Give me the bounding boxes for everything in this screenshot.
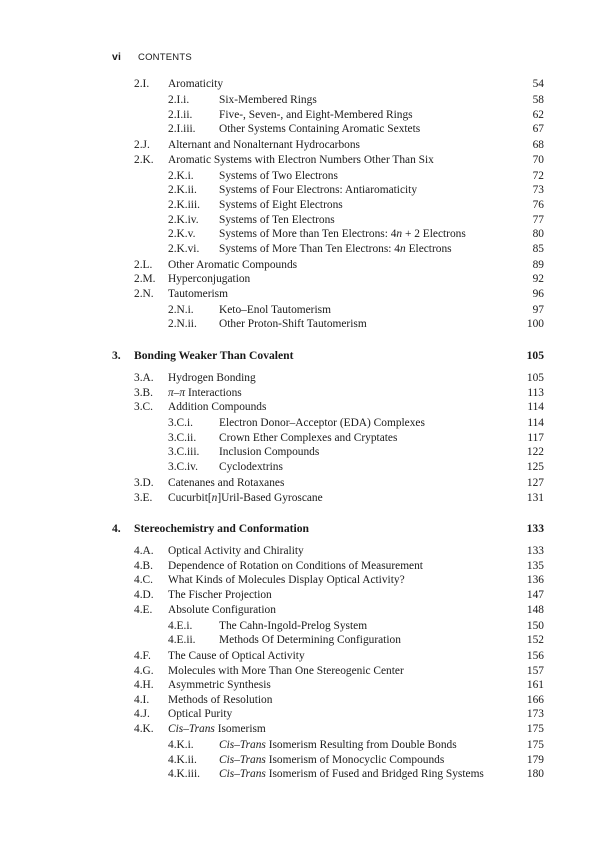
entry-page: 175: [526, 739, 544, 752]
entry-number: 4.J.: [134, 708, 150, 721]
entry-title: Stereochemistry and Conformation: [134, 522, 309, 536]
running-title: CONTENTS: [138, 52, 192, 63]
entry-title: Crown Ether Complexes and Cryptates: [219, 431, 398, 444]
section-entry: [0, 138, 606, 153]
entry-number: 3.A.: [134, 372, 154, 385]
entry-page: 122: [526, 446, 544, 459]
entry-page: 135: [526, 559, 544, 572]
section-entry: [0, 559, 606, 574]
entry-page: 117: [527, 431, 544, 444]
entry-number: 2.I.ii.: [168, 108, 193, 121]
entry-title: Cucurbit[n]Uril-Based Gyroscane: [168, 491, 323, 504]
entry-title: Cis–Trans Isomerism Resulting from Double Bonds: [219, 739, 457, 752]
section-entry: [0, 476, 606, 491]
entry-page: 150: [526, 619, 544, 632]
entry-page: 175: [526, 723, 544, 736]
entry-title: Methods Of Determining Configuration: [219, 634, 401, 647]
entry-title: Systems of More Than Ten Electrons: 4n Electrons: [219, 242, 452, 255]
entry-title: Inclusion Compounds: [219, 446, 320, 459]
entry-number: 2.I.iii.: [168, 123, 196, 136]
subsection-entry: [0, 108, 606, 123]
entry-number: 4.K.ii.: [168, 753, 197, 766]
entry-page: 67: [532, 123, 544, 136]
entry-number: 2.L.: [134, 258, 153, 271]
entry-title: π–π Interactions: [168, 386, 242, 399]
entry-title: Alternant and Nonalternant Hydrocarbons: [168, 139, 360, 152]
chapter-entry: [0, 348, 606, 364]
entry-number: 4.A.: [134, 545, 154, 558]
subsection-entry: [0, 242, 606, 257]
entry-number: 3.C.ii.: [168, 431, 197, 444]
entry-title: Systems of Two Electrons: [219, 169, 338, 182]
subsection-entry: [0, 431, 606, 446]
section-entry: [0, 153, 606, 168]
entry-title: Cis–Trans Isomerism: [168, 723, 266, 736]
section-entry: [0, 400, 606, 415]
entry-number: 3.D.: [134, 476, 154, 489]
entry-number: 3.: [112, 349, 121, 363]
section-entry: [0, 649, 606, 664]
entry-title: Hydrogen Bonding: [168, 372, 256, 385]
subsection-entry: [0, 753, 606, 768]
entry-number: 2.K.ii.: [168, 184, 197, 197]
entry-page: 97: [532, 303, 544, 316]
entry-title: Electron Donor–Acceptor (EDA) Complexes: [219, 417, 425, 430]
entry-title: What Kinds of Molecules Display Optical Activity?: [168, 574, 405, 587]
entry-title: Addition Compounds: [168, 401, 267, 414]
table-of-contents: [0, 77, 606, 782]
entry-page: 105: [526, 372, 544, 385]
entry-page: 157: [526, 664, 544, 677]
entry-number: 4.C.: [134, 574, 153, 587]
entry-page: 76: [532, 198, 544, 211]
entry-title: Cis–Trans Isomerism of Monocyclic Compounds: [219, 753, 445, 766]
subsection-entry: [0, 169, 606, 184]
entry-number: 2.M.: [134, 273, 156, 286]
subsection-entry: [0, 445, 606, 460]
entry-number: 4.E.ii.: [168, 634, 196, 647]
entry-page: 152: [526, 634, 544, 647]
entry-title: Other Systems Containing Aromatic Sextets: [219, 123, 421, 136]
entry-number: 2.K.: [134, 153, 154, 166]
page-number: vi: [112, 51, 122, 63]
entry-number: 4.G.: [134, 664, 154, 677]
entry-title: Systems of Eight Electrons: [219, 198, 343, 211]
section-entry: [0, 664, 606, 679]
entry-page: 77: [532, 213, 544, 226]
entry-page: 80: [532, 228, 544, 241]
entry-number: 4.F.: [134, 650, 151, 663]
entry-number: 4.D.: [134, 588, 154, 601]
entry-title: Aromaticity: [168, 78, 224, 90]
entry-title: Dependence of Rotation on Conditions of Measurement: [168, 559, 423, 572]
section-entry: [0, 722, 606, 737]
entry-title: Methods of Resolution: [168, 693, 273, 706]
entry-page: 73: [532, 184, 544, 197]
entry-number: 2.N.ii.: [168, 318, 197, 331]
subsection-entry: [0, 213, 606, 228]
entry-page: 173: [526, 708, 544, 721]
entry-title: The Fischer Projection: [168, 588, 272, 601]
entry-number: 4.B.: [134, 559, 153, 572]
entry-number: 4.K.: [134, 723, 154, 736]
entry-page: 133: [526, 522, 544, 536]
subsection-entry: [0, 93, 606, 108]
entry-number: 3.C.iv.: [168, 461, 198, 473]
entry-page: 105: [526, 349, 544, 363]
entry-title: Other Proton-Shift Tautomerism: [219, 318, 367, 331]
entry-page: 100: [526, 318, 544, 331]
entry-page: 156: [526, 650, 544, 663]
entry-number: 2.I.: [134, 78, 150, 90]
entry-title: Five-, Seven-, and Eight-Membered Rings: [219, 108, 413, 121]
entry-page: 92: [532, 273, 544, 286]
entry-number: 4.K.iii.: [168, 768, 200, 781]
entry-page: 161: [526, 679, 544, 692]
entry-page: 136: [526, 574, 544, 587]
entry-page: 147: [526, 588, 544, 601]
entry-number: 3.C.i.: [168, 417, 194, 430]
entry-page: 62: [532, 108, 544, 121]
entry-title: Tautomerism: [168, 287, 228, 300]
subsection-entry: [0, 460, 606, 475]
entry-page: 180: [526, 768, 544, 781]
section-entry: [0, 287, 606, 302]
subsection-entry: [0, 633, 606, 648]
section-entry: [0, 707, 606, 722]
entry-number: 2.I.i.: [168, 93, 190, 106]
subsection-entry: [0, 122, 606, 137]
chapter-entry: [0, 521, 606, 537]
section-entry: [0, 491, 606, 506]
entry-page: 72: [532, 169, 544, 182]
entry-number: 3.C.: [134, 401, 153, 414]
entry-title: Systems of Four Electrons: Antiaromaticity: [219, 184, 418, 197]
entry-title: Asymmetric Synthesis: [168, 679, 271, 692]
entry-title: The Cahn-Ingold-Prelog System: [219, 619, 368, 632]
subsection-entry: [0, 227, 606, 242]
entry-number: 3.B.: [134, 386, 153, 399]
entry-number: 4.H.: [134, 679, 154, 692]
section-entry: [0, 544, 606, 559]
section-entry: [0, 386, 606, 401]
entry-number: 3.E.: [134, 491, 153, 504]
entry-number: 2.K.iv.: [168, 213, 199, 226]
section-entry: [0, 272, 606, 287]
entry-number: 2.N.: [134, 287, 154, 300]
subsection-entry: [0, 317, 606, 332]
entry-number: 4.E.i.: [168, 619, 193, 632]
running-header: [112, 51, 192, 63]
entry-number: 4.: [112, 522, 121, 536]
entry-title: Aromatic Systems with Electron Numbers Other Than Six: [168, 153, 434, 166]
section-entry: [0, 371, 606, 386]
entry-title: Optical Activity and Chirality: [168, 545, 304, 558]
entry-number: 2.J.: [134, 139, 150, 152]
entry-page: 54: [532, 78, 544, 90]
entry-title: Absolute Configuration: [168, 603, 276, 616]
entry-page: 114: [527, 417, 544, 430]
subsection-entry: [0, 416, 606, 431]
entry-number: 4.E.: [134, 603, 153, 616]
section-entry: [0, 573, 606, 588]
entry-number: 4.I.: [134, 693, 150, 706]
entry-number: 2.K.v.: [168, 228, 196, 241]
entry-page: 113: [527, 386, 544, 399]
entry-page: 70: [532, 153, 544, 166]
entry-page: 68: [532, 139, 544, 152]
subsection-entry: [0, 183, 606, 198]
entry-title: Systems of More than Ten Electrons: 4n + 2 Electrons: [219, 228, 466, 241]
entry-page: 125: [526, 461, 544, 473]
entry-number: 2.K.vi.: [168, 242, 200, 255]
subsection-entry: [0, 738, 606, 753]
entry-title: Optical Purity: [168, 708, 233, 721]
entry-number: 2.N.i.: [168, 303, 194, 316]
section-entry: [0, 603, 606, 618]
entry-title: Hyperconjugation: [168, 273, 251, 286]
entry-number: 2.K.i.: [168, 169, 194, 182]
section-entry: [0, 678, 606, 693]
entry-number: 2.K.iii.: [168, 198, 200, 211]
entry-title: Systems of Ten Electrons: [219, 213, 335, 226]
entry-page: 179: [526, 753, 544, 766]
entry-page: 127: [526, 476, 544, 489]
entry-page: 166: [526, 693, 544, 706]
section-entry: [0, 693, 606, 708]
section-entry: [0, 258, 606, 273]
entry-page: 89: [532, 258, 544, 271]
subsection-entry: [0, 303, 606, 318]
entry-page: 131: [526, 491, 544, 504]
entry-title: Keto–Enol Tautomerism: [219, 303, 331, 316]
entry-page: 96: [532, 287, 544, 300]
entry-page: 133: [526, 545, 544, 558]
entry-title: Cyclodextrins: [219, 461, 283, 473]
entry-title: Six-Membered Rings: [219, 93, 317, 106]
entry-title: Cis–Trans Isomerism of Fused and Bridged Ring Systems: [219, 768, 484, 781]
entry-title: Bonding Weaker Than Covalent: [134, 349, 294, 363]
entry-page: 148: [526, 603, 544, 616]
subsection-entry: [0, 619, 606, 634]
entry-title: The Cause of Optical Activity: [168, 650, 305, 663]
entry-number: 3.C.iii.: [168, 446, 200, 459]
entry-page: 58: [532, 93, 544, 106]
subsection-entry: [0, 767, 606, 782]
entry-title: Catenanes and Rotaxanes: [168, 476, 285, 489]
entry-number: 4.K.i.: [168, 739, 194, 752]
subsection-entry: [0, 198, 606, 213]
section-entry: [0, 77, 606, 92]
section-entry: [0, 588, 606, 603]
entry-page: 114: [527, 401, 544, 414]
entry-page: 85: [532, 242, 544, 255]
entry-title: Other Aromatic Compounds: [168, 258, 298, 271]
entry-title: Molecules with More Than One Stereogenic Center: [168, 664, 404, 677]
